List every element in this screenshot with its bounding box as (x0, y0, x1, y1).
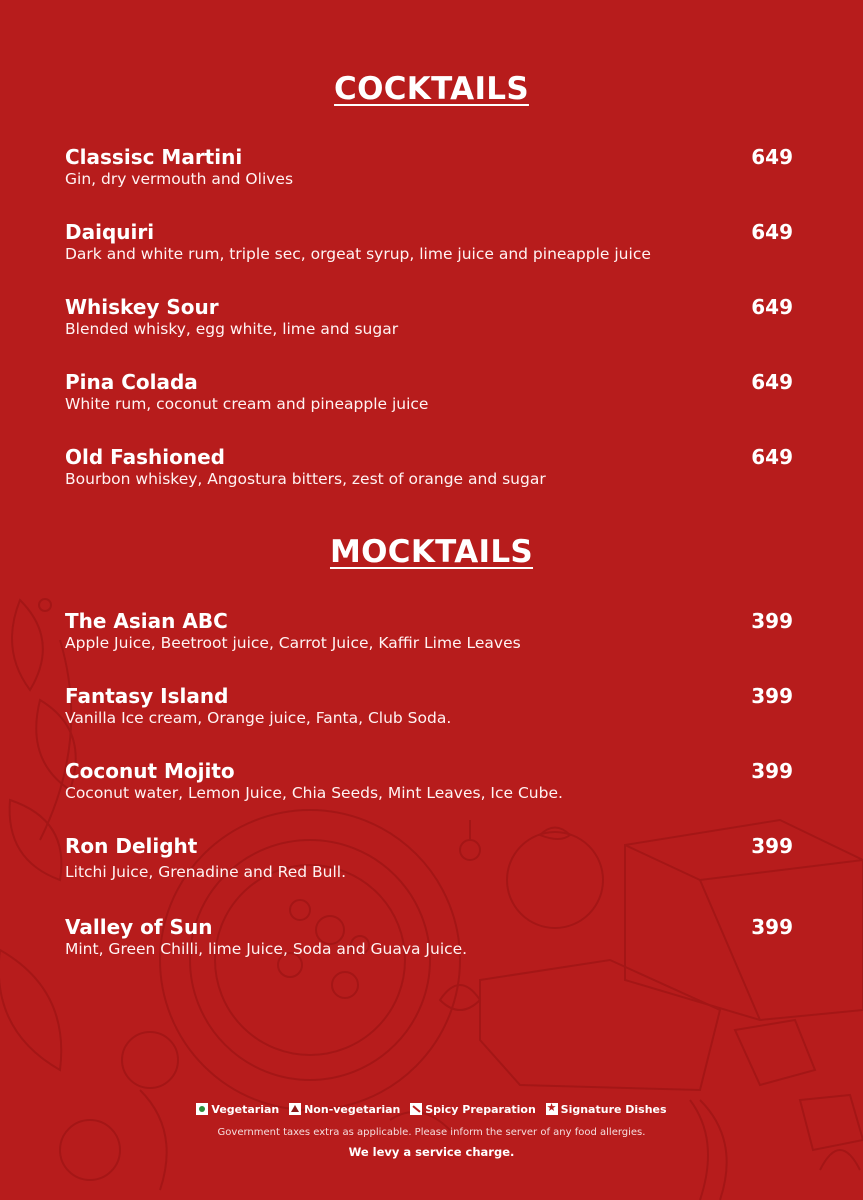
item-name: Classisc Martini (65, 145, 243, 169)
item-price: 649 (751, 445, 793, 469)
star-icon (546, 1103, 558, 1115)
legend-label: Spicy Preparation (425, 1103, 536, 1116)
item-name: Whiskey Sour (65, 295, 219, 319)
item-description: Gin, dry vermouth and Olives (65, 170, 294, 188)
vegetarian-icon (196, 1103, 208, 1115)
item-description: Bourbon whiskey, Angostura bitters, zest of orange and sugar (65, 470, 546, 488)
item-price: 399 (751, 915, 793, 939)
legend-label: Non-vegetarian (304, 1103, 401, 1116)
item-name: The Asian ABC (65, 609, 228, 633)
menu-item (65, 370, 795, 414)
item-price: 649 (751, 295, 793, 319)
menu-item (65, 609, 795, 653)
menu-item (65, 684, 795, 728)
item-name: Coconut Mojito (65, 759, 235, 783)
item-name: Fantasy Island (65, 684, 229, 708)
legend-spicy (410, 1103, 536, 1116)
menu-item (65, 759, 795, 803)
service-charge-note: We levy a service charge. (348, 1145, 515, 1159)
legend-label: Vegetarian (211, 1103, 280, 1116)
item-description: Blended whisky, egg white, lime and sugar (65, 320, 399, 338)
item-description: Vanilla Ice cream, Orange juice, Fanta, Club Soda. (65, 709, 452, 727)
item-description: Apple Juice, Beetroot juice, Carrot Juice, Kaffir Lime Leaves (65, 634, 521, 652)
spicy-icon (410, 1103, 422, 1115)
legend-non-vegetarian (289, 1103, 400, 1116)
item-price: 399 (751, 759, 793, 783)
item-description: Dark and white rum, triple sec, orgeat syrup, lime juice and pineapple juice (65, 245, 651, 263)
item-price: 649 (751, 220, 793, 244)
item-name: Daiquiri (65, 220, 155, 244)
menu-item (65, 145, 795, 189)
non-vegetarian-icon (289, 1103, 301, 1115)
menu-item (65, 915, 795, 959)
legend-vegetarian (196, 1103, 279, 1116)
item-name: Old Fashioned (65, 445, 225, 469)
taxes-note: Government taxes extra as applicable. Please inform the server of any food allergies. (217, 1127, 646, 1138)
item-name: Ron Delight (65, 834, 198, 858)
item-price: 399 (751, 684, 793, 708)
item-description: Litchi Juice, Grenadine and Red Bull. (65, 863, 347, 881)
item-price: 399 (751, 834, 793, 858)
item-name: Valley of Sun (65, 915, 213, 939)
dietary-legend (0, 1103, 863, 1116)
legend-label: Signature Dishes (560, 1103, 667, 1116)
menu-item (65, 834, 795, 882)
item-price: 649 (751, 145, 793, 169)
item-price: 649 (751, 370, 793, 394)
item-description: Mint, Green Chilli, lime Juice, Soda and Guava Juice. (65, 940, 468, 958)
item-description: Coconut water, Lemon Juice, Chia Seeds, Mint Leaves, Ice Cube. (65, 784, 563, 802)
legend-signature (546, 1103, 667, 1116)
menu-item (65, 220, 795, 264)
item-name: Pina Colada (65, 370, 198, 394)
item-price: 399 (751, 609, 793, 633)
cocktails-heading: COCKTAILS (334, 71, 529, 107)
menu-item (65, 295, 795, 339)
mocktails-heading: MOCKTAILS (329, 534, 534, 570)
menu-item (65, 445, 795, 489)
item-description: White rum, coconut cream and pineapple juice (65, 395, 429, 413)
